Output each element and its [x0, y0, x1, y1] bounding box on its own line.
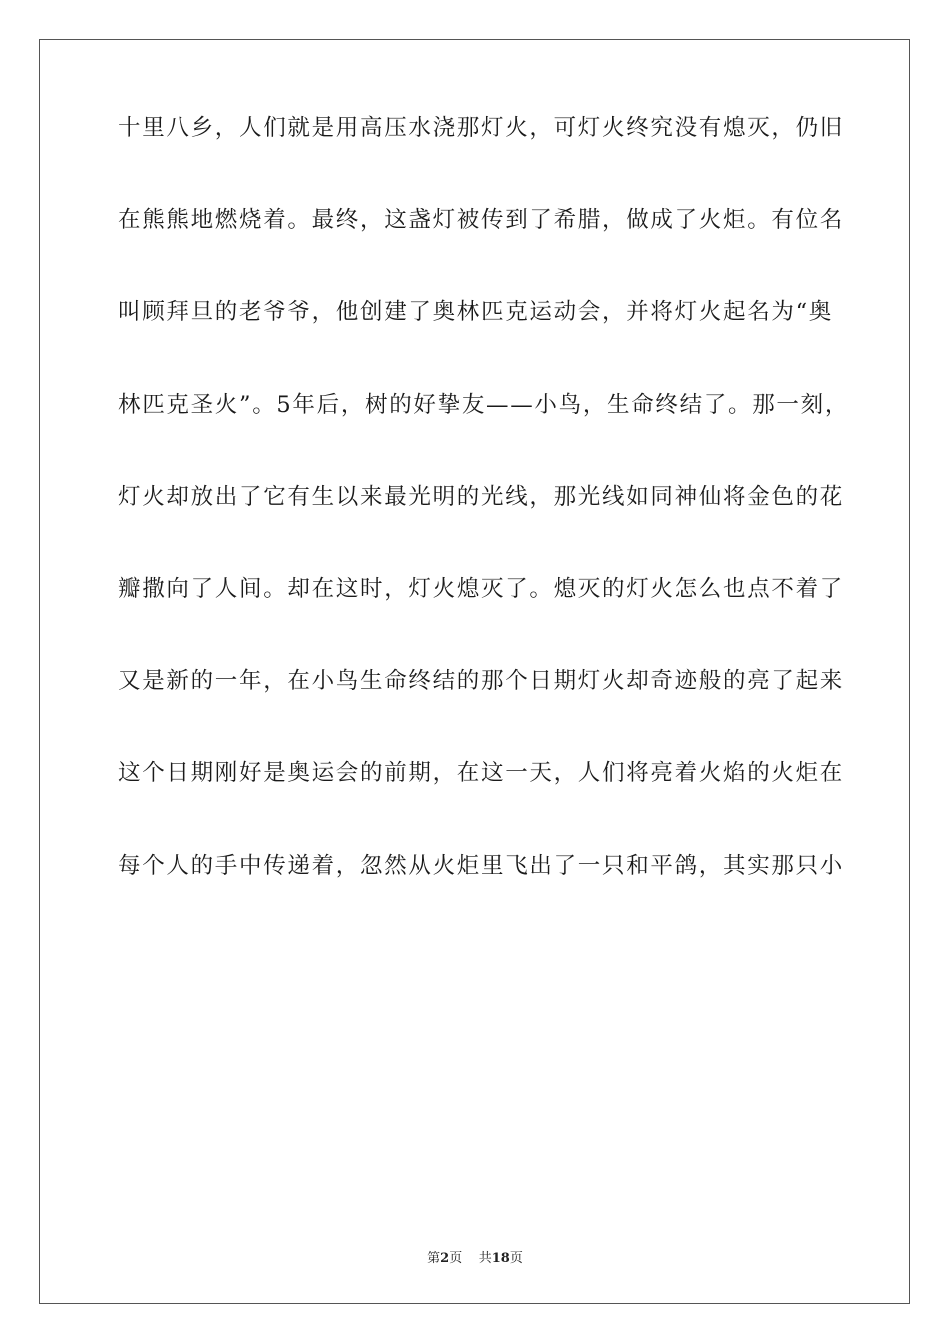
- text-line-6: 瓣撒向了人间。却在这时，灯火熄灭了。熄灭的灯火怎么也点不着了: [118, 575, 845, 602]
- page-suffix: 页: [449, 1251, 463, 1266]
- text-line-7: 又是新的一年，在小鸟生命终结的那个日期灯火却奇迹般的亮了起来: [118, 668, 845, 695]
- text-line-2: 在熊熊地燃烧着。最终，这盏灯被传到了希腊，做成了火炬。有位名: [118, 207, 845, 234]
- page-number: 2: [440, 1251, 450, 1266]
- text-line-8: 这个日期刚好是奥运会的前期，在这一天，人们将亮着火焰的火炬在: [118, 760, 845, 787]
- page-footer: [0, 1247, 950, 1266]
- text-line-1: 十里八乡，人们就是用高压水浇那灯火，可灯火终究没有熄灭，仍旧: [118, 115, 845, 141]
- text-line-3: 叫顾拜旦的老爷爷，他创建了奥林匹克运动会，并将灯火起名为“奥: [118, 299, 834, 326]
- document-body: [118, 115, 850, 958]
- text-line-5: 灯火却放出了它有生以来最光明的光线，那光线如同神仙将金色的花: [118, 483, 845, 510]
- page-prefix: 第: [427, 1251, 441, 1266]
- total-prefix: 共: [478, 1251, 492, 1266]
- text-line-4: 林匹克圣火”。5年后，树的好挚友——小鸟，生命终结了。那一刻，: [118, 391, 850, 418]
- text-line-9: 每个人的手中传递着，忽然从火炬里飞出了一只和平鸽，其实那只小: [118, 852, 845, 879]
- total-suffix: 页: [509, 1251, 523, 1266]
- total-pages: 18: [491, 1251, 510, 1266]
